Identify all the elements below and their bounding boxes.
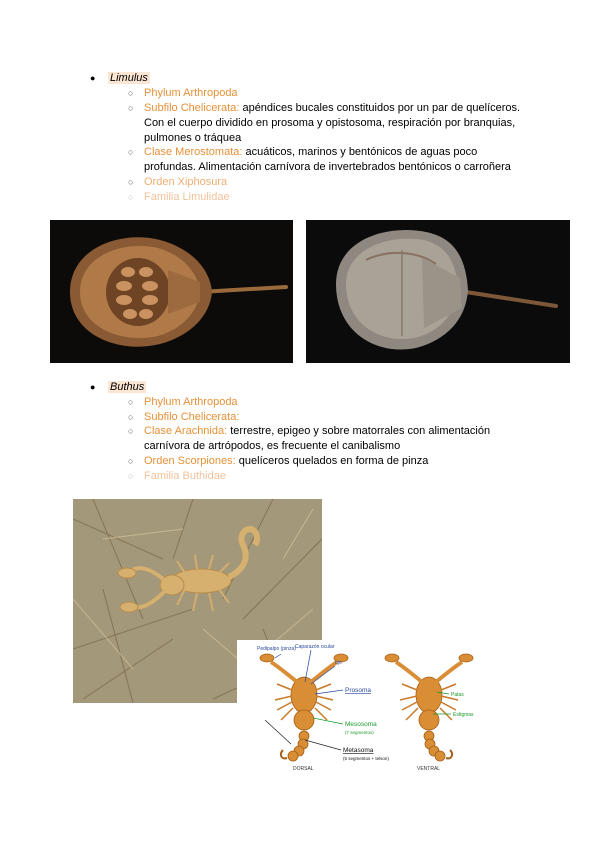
label-metasoma: Metasoma [343, 747, 374, 754]
bullet-dot: ● [90, 382, 96, 392]
sub-bullet: ○ [128, 147, 134, 157]
sub-bullet: ○ [128, 426, 134, 436]
label-dorsal: DORSAL [293, 766, 314, 772]
limulus-class: Clase Merostomata: acuáticos, marinos y bentónicos de aguas poco [144, 146, 478, 158]
limulus-subphylum-line-2: Con el cuerpo dividido en prosoma y opistosoma, respiración por branquias, [144, 117, 516, 129]
limulus-ventral-photo [50, 220, 293, 363]
label-estigmas: Estigmas [453, 712, 474, 718]
limulus-dorsal-photo [306, 220, 570, 363]
sub-bullet: ○ [128, 397, 134, 407]
label-caparazon: Caparazón ocular [295, 644, 335, 650]
label-patas: Patas [451, 692, 464, 698]
limulus-order: Orden Xiphosura [144, 176, 228, 188]
label-prosoma: Prosoma [345, 687, 372, 694]
sub-bullet: ○ [128, 456, 134, 466]
buthus-family: Familia Buthidae [144, 470, 226, 482]
sub-bullet: ○ [128, 88, 134, 98]
buthus-title: Buthus [110, 381, 145, 393]
sub-bullet: ○ [128, 471, 134, 481]
label-ojo: ojo [335, 660, 342, 666]
sub-bullet: ○ [128, 412, 134, 422]
label-metasoma-sub: (5 segmentos + telson) [343, 756, 389, 761]
buthus-order: Orden Scorpiones: quelíceros quelados en forma de pinza [144, 455, 429, 467]
buthus-subphylum: Subfilo Chelicerata: [144, 411, 240, 423]
sub-bullet: ○ [128, 192, 134, 202]
scorpion-anatomy-diagram [237, 640, 499, 772]
sub-bullet: ○ [128, 177, 134, 187]
buthus-class-line-2: carnívora de artrópodos, es frecuente el canibalismo [144, 440, 401, 452]
limulus-subphylum: Subfilo Chelicerata: apéndices bucales constituidos por un par de quelíceros. [144, 102, 521, 114]
bullet-dot: ● [90, 73, 96, 83]
label-mesosoma-sub: (7 segmentos) [345, 730, 374, 735]
limulus-subphylum-line-3: pulmones o tráquea [144, 132, 242, 144]
label-mesosoma: Mesosoma [345, 721, 377, 728]
limulus-family: Familia Limulidae [144, 191, 230, 203]
buthus-class: Clase Arachnida: terrestre, epigeo y sobre matorrales con alimentación [144, 425, 491, 437]
buthus-phylum: Phylum Arthropoda [144, 396, 238, 408]
label-ventral: VENTRAL [417, 766, 441, 772]
sub-bullet: ○ [128, 103, 134, 113]
limulus-title: Limulus [110, 72, 148, 84]
limulus-phylum: Phylum Arthropoda [144, 87, 238, 99]
limulus-class-line-2: profundas. Alimentación carnívora de invertebrados bentónicos o carroñera [144, 161, 511, 173]
label-pedipalpo: Pedipalpo (pinza) [257, 646, 296, 652]
